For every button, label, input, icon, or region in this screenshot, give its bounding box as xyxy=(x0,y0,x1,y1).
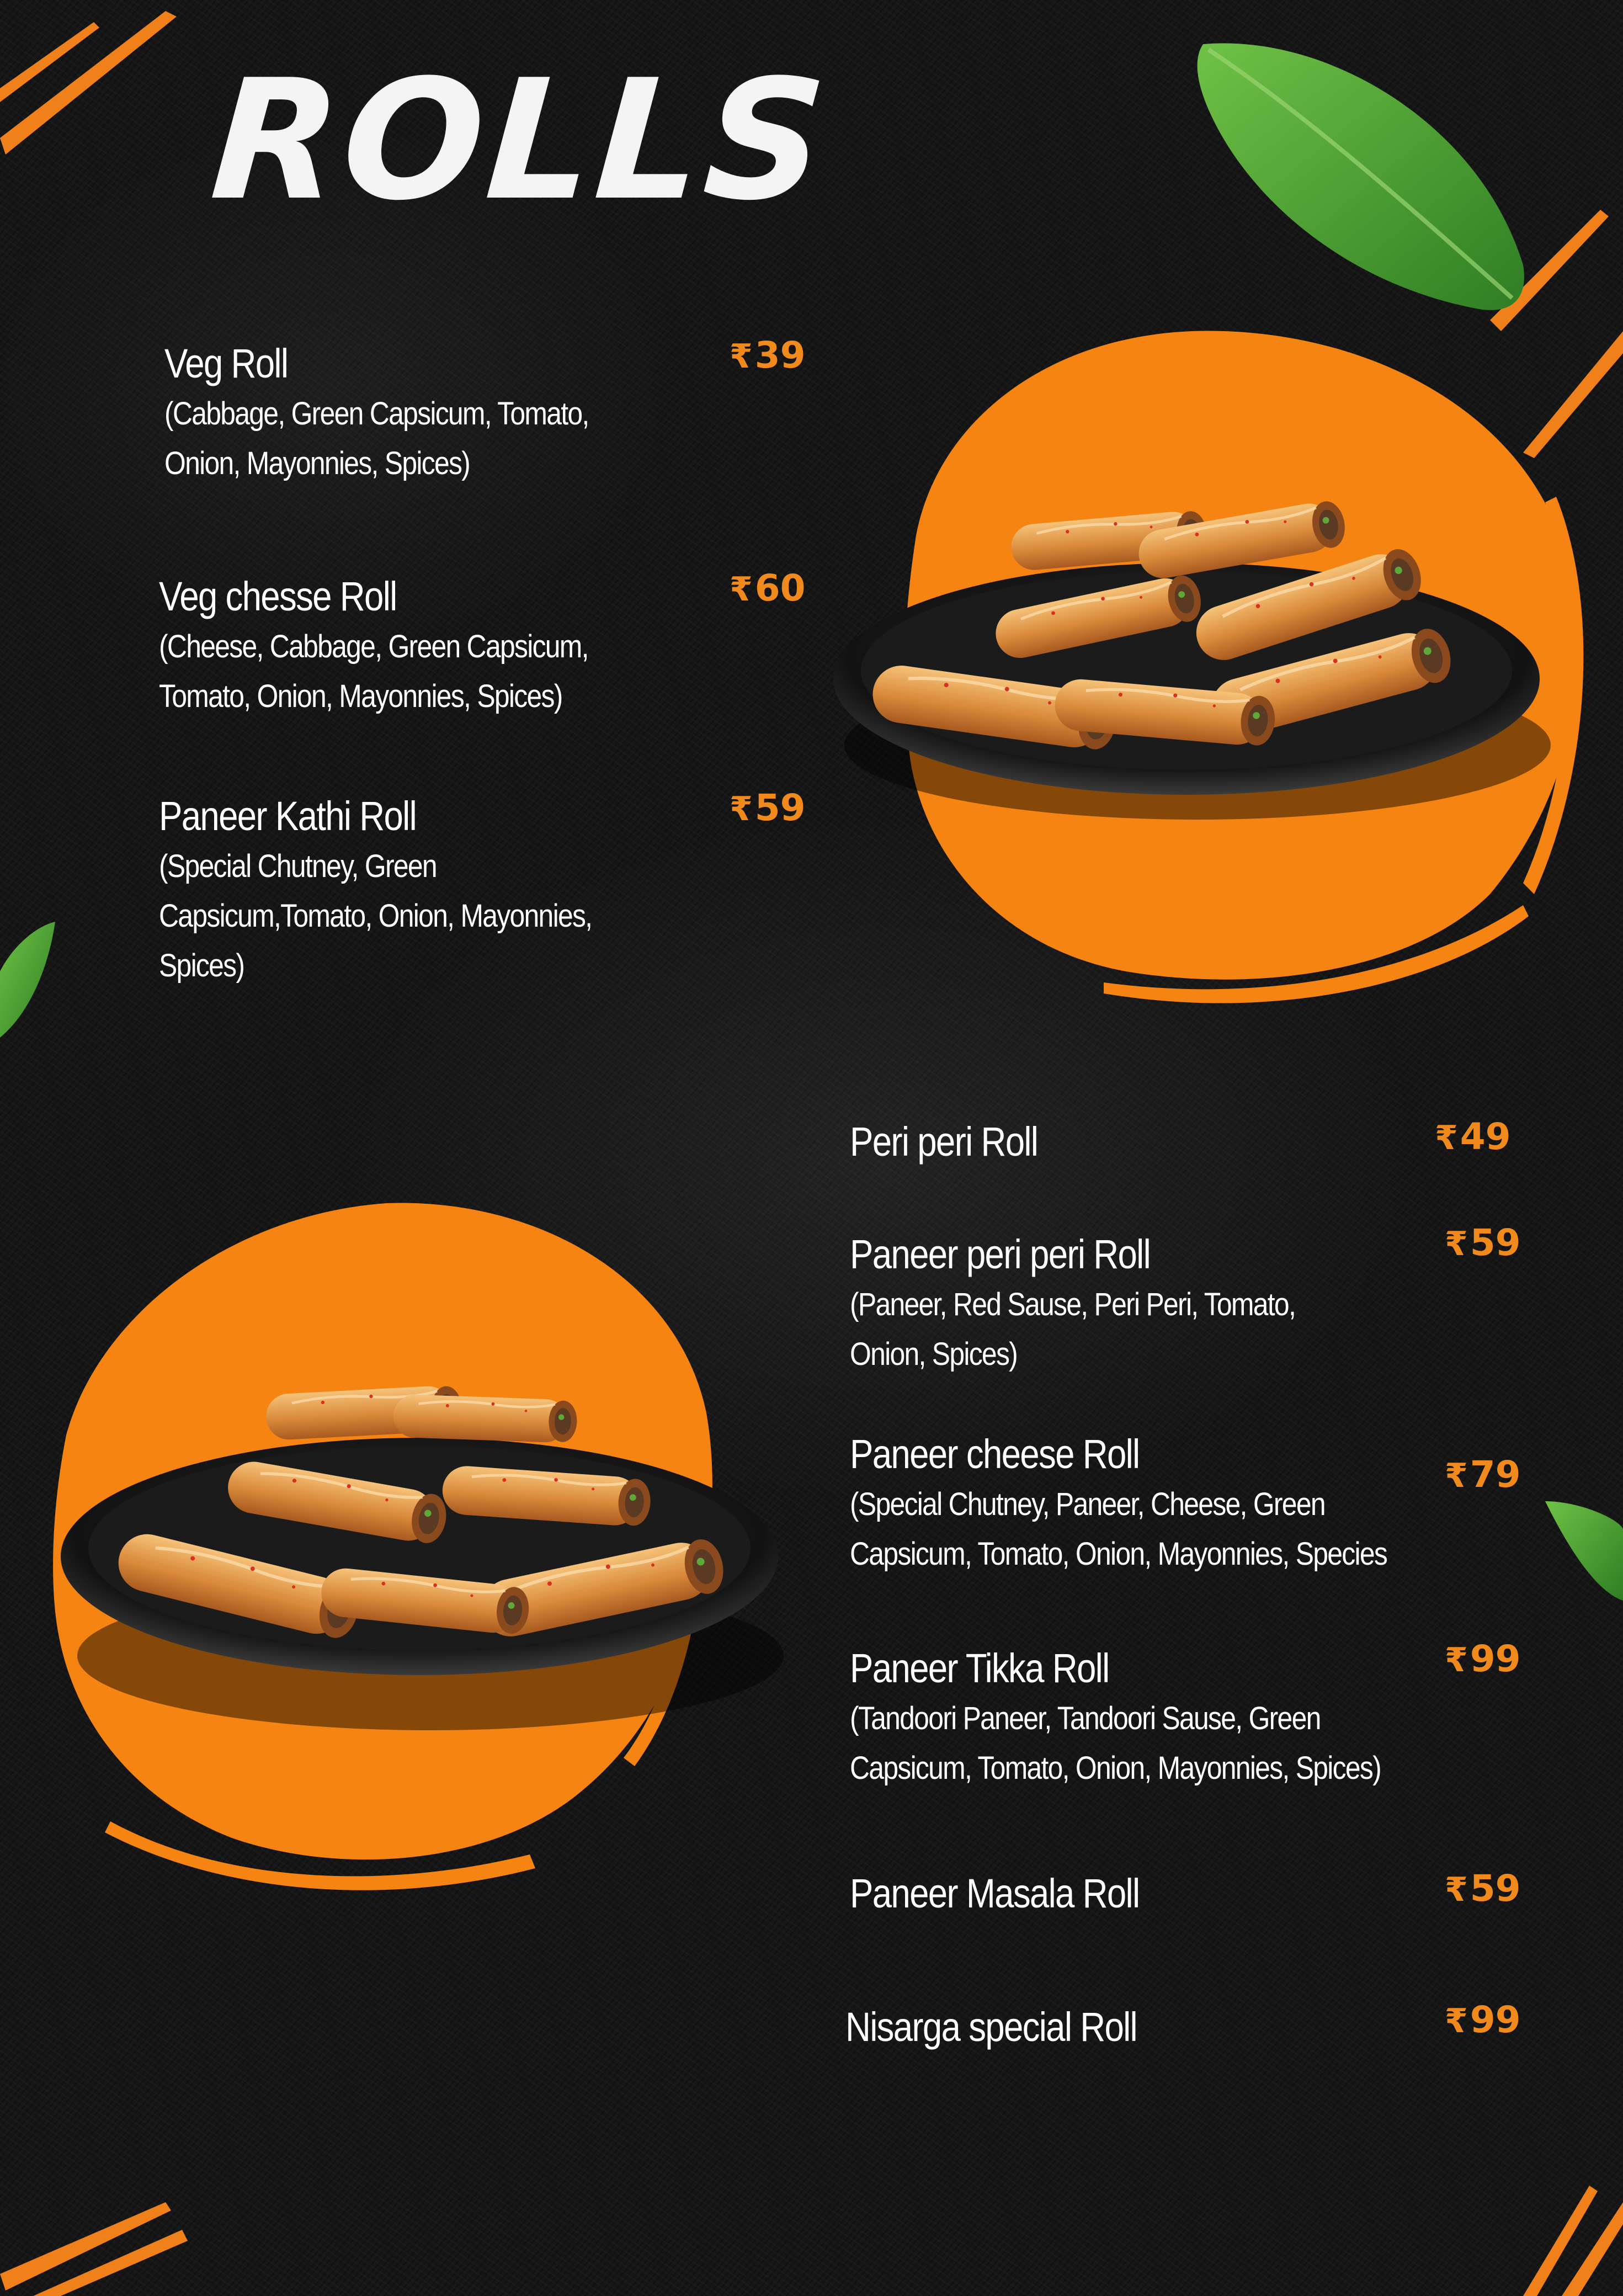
item-price xyxy=(1445,1867,1521,1912)
item-price xyxy=(1435,1115,1511,1160)
rupee-symbol: ₹ xyxy=(730,337,753,376)
item-price xyxy=(730,786,806,831)
item-description-line: (Tandoori Paneer, Tandoori Sause, Green xyxy=(850,1700,1321,1736)
menu-title: ROLLS xyxy=(205,44,834,237)
item-description-line: (Paneer, Red Sause, Peri Peri, Tomato, xyxy=(850,1287,1296,1322)
rupee-symbol: ₹ xyxy=(1445,1457,1468,1495)
item-description-line: Capsicum, Tomato, Onion, Mayonnies, Species xyxy=(850,1536,1387,1572)
price-value: 39 xyxy=(754,334,806,376)
price-value: 59 xyxy=(754,786,806,829)
basil-leaf-top-right xyxy=(1198,43,1524,310)
item-name: Peri peri Roll xyxy=(850,1119,1038,1165)
menu-item-nisarga-special-roll xyxy=(845,2002,1184,2052)
rupee-symbol: ₹ xyxy=(1445,1225,1468,1263)
item-description-line: Tomato, Onion, Mayonnies, Spices) xyxy=(159,678,562,714)
item-description-line: Onion, Mayonnies, Spices) xyxy=(164,445,470,481)
menu-item-paneer-masala-roll xyxy=(850,1869,1186,1918)
item-name: Paneer Tikka Roll xyxy=(850,1645,1109,1691)
item-name: Paneer peri peri Roll xyxy=(850,1231,1151,1277)
rupee-symbol: ₹ xyxy=(1435,1119,1458,1157)
item-name: Veg Roll xyxy=(164,341,288,386)
item-price xyxy=(730,333,806,379)
menu-item-paneer-tikka-roll xyxy=(850,1644,1467,1793)
menu-item-paneer-peri-peri-roll xyxy=(850,1230,1367,1379)
item-description-line: Spices) xyxy=(159,948,244,984)
item-name: Paneer Masala Roll xyxy=(850,1870,1140,1916)
item-description-line: (Special Chutney, Paneer, Cheese, Green xyxy=(850,1486,1325,1522)
item-name: Veg chesse Roll xyxy=(159,573,397,619)
menu-item-veg-cheese-roll xyxy=(159,572,658,721)
rupee-symbol: ₹ xyxy=(1445,1870,1468,1909)
item-name: Paneer cheese Roll xyxy=(850,1431,1140,1477)
price-value: 59 xyxy=(1470,1221,1521,1264)
item-name: Nisarga special Roll xyxy=(845,2004,1137,2050)
item-description-line: Capsicum, Tomato, Onion, Mayonnies, Spices) xyxy=(850,1750,1381,1786)
rupee-symbol: ₹ xyxy=(730,570,753,609)
item-price xyxy=(1445,1453,1521,1498)
item-price xyxy=(730,566,806,612)
price-value: 60 xyxy=(754,567,806,609)
price-value: 99 xyxy=(1470,1638,1521,1680)
price-value: 59 xyxy=(1470,1867,1521,1910)
item-price xyxy=(1445,1221,1521,1266)
item-price xyxy=(1445,1998,1521,2043)
menu-item-veg-roll xyxy=(164,339,658,488)
rupee-symbol: ₹ xyxy=(730,790,753,828)
item-description-line: (Special Chutney, Green xyxy=(159,848,437,884)
item-name: Paneer Kathi Roll xyxy=(159,793,417,839)
price-value: 79 xyxy=(1470,1453,1521,1496)
basil-leaf-left xyxy=(0,922,55,1038)
price-value: 99 xyxy=(1470,1999,1521,2041)
rupee-symbol: ₹ xyxy=(1445,1641,1468,1680)
item-price xyxy=(1445,1637,1521,1682)
menu-item-paneer-kathi-roll xyxy=(159,791,662,990)
basil-leaf-right xyxy=(1545,1501,1623,1601)
rupee-symbol: ₹ xyxy=(1445,2002,1468,2040)
item-description-line: (Cabbage, Green Capsicum, Tomato, xyxy=(164,396,589,432)
menu-item-paneer-cheese-roll xyxy=(850,1429,1475,1578)
item-description-line: Onion, Spices) xyxy=(850,1336,1018,1372)
item-description-line: (Cheese, Cabbage, Green Capsicum, xyxy=(159,629,588,665)
price-value: 49 xyxy=(1460,1115,1511,1158)
menu-item-peri-peri-roll xyxy=(850,1117,1068,1167)
item-description-line: Capsicum,Tomato, Onion, Mayonnies, xyxy=(159,898,592,934)
